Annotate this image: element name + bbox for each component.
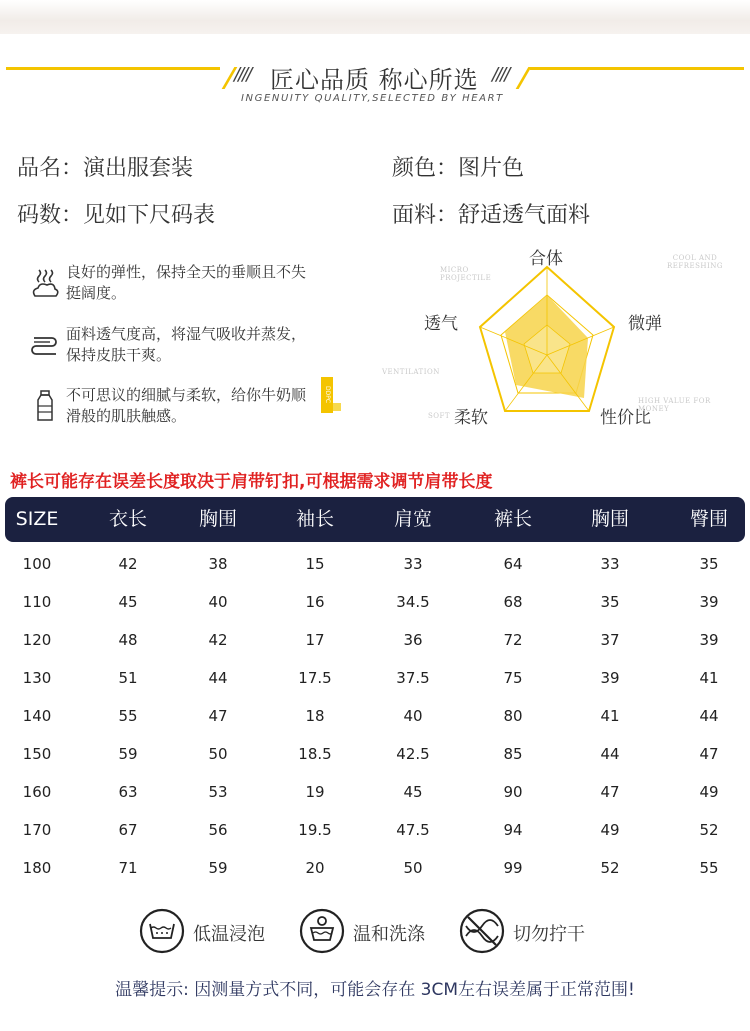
table-cell: 49 <box>600 821 620 839</box>
table-cell: 75 <box>503 669 523 687</box>
table-cell: 80 <box>503 707 523 725</box>
table-cell: 47 <box>600 783 620 801</box>
table-cell: 42.5 <box>396 745 430 763</box>
table-cell: 68 <box>503 593 523 611</box>
table-cell: 52 <box>600 859 620 877</box>
table-cell: 39 <box>600 669 620 687</box>
table-cell: 41 <box>600 707 620 725</box>
table-cell: 49 <box>699 783 719 801</box>
header-tick-right <box>516 67 532 89</box>
table-cell: 94 <box>503 821 523 839</box>
top-shade <box>0 0 750 34</box>
table-cell: 15 <box>305 555 325 573</box>
table-cell: 52 <box>699 821 719 839</box>
header-slashes-left: //// <box>234 64 251 85</box>
care-label: 低温浸泡 <box>193 924 265 945</box>
table-header-cell: SIZE <box>15 508 59 530</box>
table-cell: 150 <box>22 745 52 763</box>
table-cell: 47.5 <box>396 821 430 839</box>
ghost-micro: MICRO PROJECTILE <box>440 266 492 282</box>
table-cell: 53 <box>208 783 228 801</box>
no-wring-icon <box>459 908 505 954</box>
product-size-note: 码数：见如下尺码表 <box>17 203 216 228</box>
care-no-wring <box>459 908 599 954</box>
header-line-left <box>6 67 220 70</box>
table-cell: 37 <box>600 631 620 649</box>
footer-tip: 温馨提示: 因测量方式不同，可能会存在 3CM左右误差属于正常范围! <box>115 980 635 1000</box>
milk-bottle-icon <box>30 389 60 423</box>
header-line-right <box>530 67 744 70</box>
radar-label-elastic: 微弹 <box>628 314 662 334</box>
header-slashes-right: //// <box>492 64 509 85</box>
table-cell: 17 <box>305 631 325 649</box>
feature-text: 良好的弹性，保持全天的垂顺且不失挺阔度。 <box>66 263 307 302</box>
size-table-header <box>5 497 745 542</box>
table-cell: 110 <box>22 593 52 611</box>
table-cell: 48 <box>118 631 138 649</box>
table-cell: 44 <box>208 669 228 687</box>
table-cell: 17.5 <box>298 669 332 687</box>
table-cell: 18 <box>305 707 325 725</box>
ghost-soft: SOFT <box>428 412 451 420</box>
table-cell: 120 <box>22 631 52 649</box>
low-temp-soak-icon <box>139 908 185 954</box>
table-cell: 85 <box>503 745 523 763</box>
table-header-cell: 胸围 <box>198 508 237 530</box>
table-cell: 64 <box>503 555 523 573</box>
table-cell: 180 <box>22 859 52 877</box>
radar-label-fit: 合体 <box>529 249 563 269</box>
radar-label-soft: 柔软 <box>454 408 488 428</box>
table-cell: 18.5 <box>298 745 332 763</box>
table-cell: 100 <box>22 555 52 573</box>
table-cell: 90 <box>503 783 523 801</box>
table-cell: 33 <box>600 555 620 573</box>
table-header-cell: 臀围 <box>689 508 728 530</box>
table-cell: 50 <box>403 859 423 877</box>
table-cell: 19 <box>305 783 325 801</box>
table-cell: 40 <box>403 707 423 725</box>
table-cell: 71 <box>118 859 138 877</box>
table-cell: 45 <box>403 783 423 801</box>
ghost-cool: COOL AND REFRESHING <box>667 254 723 270</box>
radar-label-value: 性价比 <box>600 408 651 428</box>
table-cell: 56 <box>208 821 228 839</box>
table-cell: 39 <box>699 593 719 611</box>
table-cell: 41 <box>699 669 719 687</box>
table-cell: 42 <box>118 555 138 573</box>
care-low-temp <box>139 908 279 954</box>
product-color: 颜色：图片色 <box>392 156 525 181</box>
table-header-cell: 裤长 <box>493 508 532 530</box>
table-cell: 55 <box>699 859 719 877</box>
table-header-cell: 袖长 <box>295 508 334 530</box>
table-cell: 47 <box>699 745 719 763</box>
product-fabric: 面料：舒适透气面料 <box>392 203 591 228</box>
feature-text: 不可思议的细腻与柔软，给你牛奶顺滑般的肌肤触感。 <box>66 386 307 425</box>
care-label: 温和洗涤 <box>353 924 425 945</box>
table-cell: 59 <box>208 859 228 877</box>
table-cell: 34.5 <box>396 593 430 611</box>
table-cell: 42 <box>208 631 228 649</box>
ghost-high-value: HIGH VALUE FOR MONEY <box>638 397 711 413</box>
radar-label-breathable: 透气 <box>424 314 458 334</box>
brand-tag-mark <box>333 403 341 411</box>
table-header-cell: 胸围 <box>590 508 629 530</box>
table-header-cell: 衣长 <box>108 508 147 530</box>
table-cell: 72 <box>503 631 523 649</box>
table-cell: 45 <box>118 593 138 611</box>
table-header-cell: 肩宽 <box>393 508 432 530</box>
table-cell: 63 <box>118 783 138 801</box>
table-cell: 20 <box>305 859 325 877</box>
elastic-icon <box>30 266 60 300</box>
product-name: 品名：演出服套装 <box>17 156 194 181</box>
header-title: 匠心品质 称心所选 <box>270 66 479 94</box>
table-cell: 38 <box>208 555 228 573</box>
table-cell: 170 <box>22 821 52 839</box>
table-cell: 36 <box>403 631 423 649</box>
table-cell: 99 <box>503 859 523 877</box>
ghost-ventilation: VENTILATION <box>382 368 440 376</box>
table-cell: 39 <box>699 631 719 649</box>
table-cell: 47 <box>208 707 228 725</box>
brand-tag: DDPC <box>321 377 333 413</box>
table-cell: 16 <box>305 593 325 611</box>
care-label: 切勿拧干 <box>513 924 585 945</box>
header-subtitle: INGENUITY QUALITY,SELECTED BY HEART <box>241 93 504 104</box>
table-cell: 160 <box>22 783 52 801</box>
table-cell: 37.5 <box>396 669 430 687</box>
care-gentle-wash <box>299 908 439 954</box>
table-cell: 130 <box>22 669 52 687</box>
table-cell: 35 <box>600 593 620 611</box>
table-cell: 40 <box>208 593 228 611</box>
gentle-wash-icon <box>299 908 345 954</box>
size-notice: 裤长可能存在误差长度取决于肩带钉扣,可根据需求调节肩带长度 <box>10 472 493 492</box>
table-cell: 44 <box>600 745 620 763</box>
table-cell: 19.5 <box>298 821 332 839</box>
table-cell: 50 <box>208 745 228 763</box>
breathable-icon <box>30 328 60 362</box>
feature-text: 面料透气度高，将湿气吸收并蒸发，保持皮肤干爽。 <box>66 325 307 364</box>
table-cell: 44 <box>699 707 719 725</box>
table-cell: 51 <box>118 669 138 687</box>
table-cell: 55 <box>118 707 138 725</box>
table-cell: 59 <box>118 745 138 763</box>
table-cell: 35 <box>699 555 719 573</box>
table-cell: 67 <box>118 821 138 839</box>
table-cell: 33 <box>403 555 423 573</box>
fabric-radar <box>360 240 740 440</box>
table-cell: 140 <box>22 707 52 725</box>
